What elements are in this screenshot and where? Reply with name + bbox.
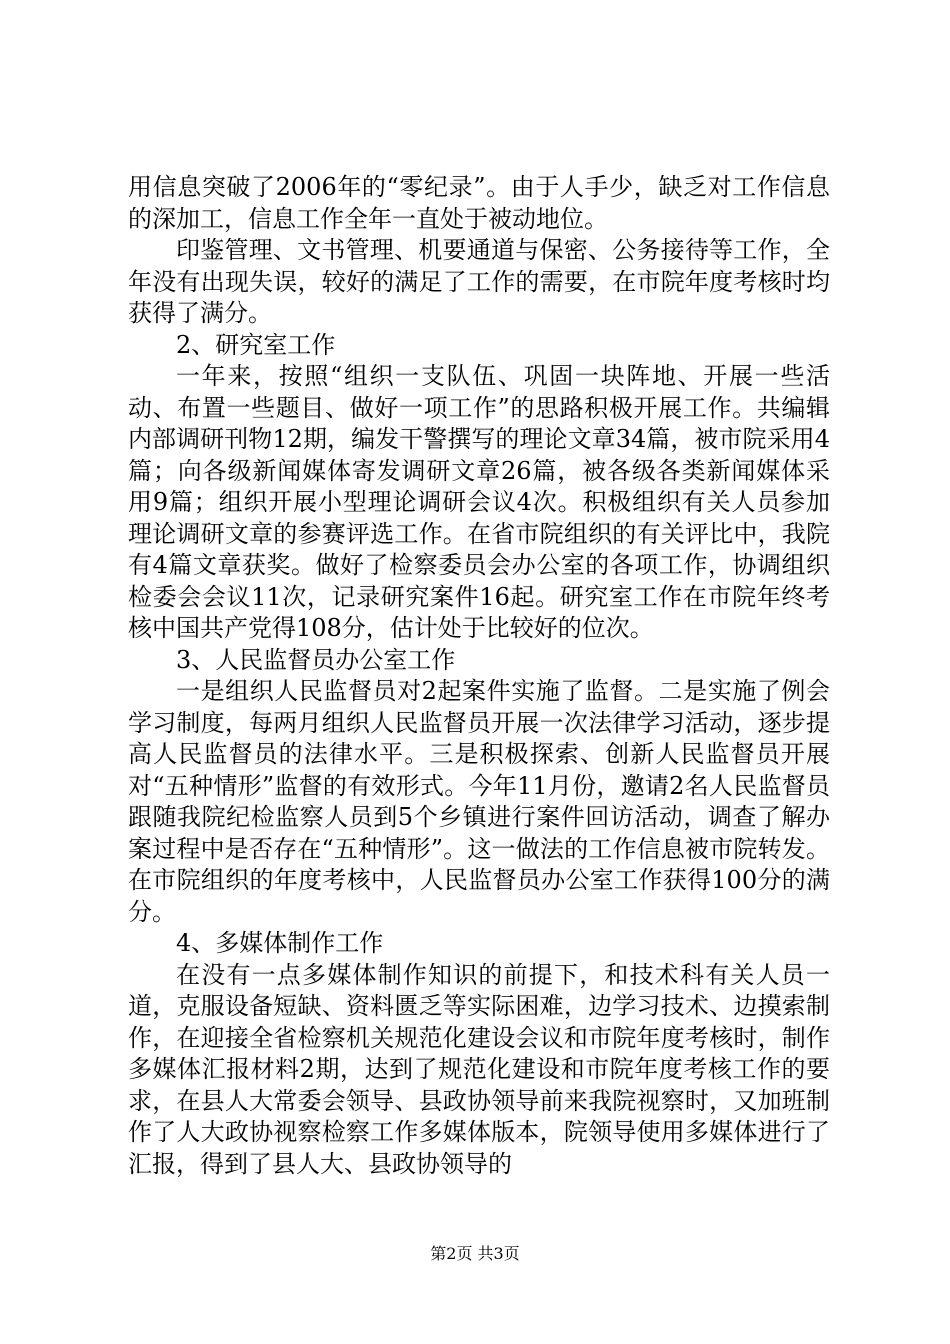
paragraph-research-office: 一年来，按照“组织一支队伍、巩固一块阵地、开展一些活动、布置一些题目、做好一项工作”的思路积极开展工作。共编辑内部调研刊物12期，编发干警撰写的理论文章34篇，被市院采用4篇；向各级新闻媒体寄发调研文章26篇，被各级各类新闻媒体采用9篇；组织开展小型理论调研会议4次。积极组织有关人员参加理论调研文章的参赛评选工作。在省市院组织的有关评比中，我院有4篇文章获奖。做好了检察委员会办公室的各项工作，协调组织检委会会议11次，记录研究案件16起。研究室工作在市院年终考核中国共产党得108分，估计处于比较好的位次。 <box>128 362 830 642</box>
paragraph-multimedia: 在没有一点多媒体制作知识的前提下，和技术科有关人员一道，克服设备短缺、资料匮乏等实际困难，边学习技术、边摸索制作，在迎接全省检察机关规范化建设会议和市院年度考核时，制作多媒体汇报材料2期，达到了规范化建设和市院年度考核工作的要求，在县人大常委会领导、县政协领导前来我院视察时，又加班制作了人大政协视察检察工作多媒体版本，院领导使用多媒体进行了汇报，得到了县人大、县政协领导的 <box>128 960 830 1178</box>
section-heading-multimedia: 4、多媒体制作工作 <box>176 929 384 957</box>
section-heading-supervisor-office: 3、人民监督员办公室工作 <box>176 645 456 674</box>
section-heading-research-office: 2、研究室工作 <box>176 330 336 359</box>
paragraph-supervisor-office: 一是组织人民监督员对2起案件实施了监督。二是实施了例会学习制度，每两月组织人民监督员开展一次法律学习活动，逐步提高人民监督员的法律水平。三是积极探索、创新人民监督员开展对“五种情形”监督的有效形式。今年11月份，邀请2名人民监督员跟随我院纪检监察人员到5个乡镇进行案件回访活动，调查了解办案过程中是否存在“五种情形”。这一做法的工作信息被市院转发。在市院组织的年度考核中，人民监督员办公室工作获得100分的满分。 <box>128 677 830 926</box>
document-body <box>128 172 830 1180</box>
page-footer <box>0 1244 950 1264</box>
page-number-label: 第2页 共3页 <box>430 1244 520 1263</box>
paragraph-seal-management: 印鉴管理、文书管理、机要通道与保密、公务接待等工作，全年没有出现失误，较好的满足了工作的需要，在市院年度考核时均获得了满分。 <box>128 236 830 327</box>
paragraph-continuation: 用信息突破了2006年的“零纪录”。由于人手少，缺乏对工作信息的深加工，信息工作全年一直处于被动地位。 <box>128 173 830 233</box>
